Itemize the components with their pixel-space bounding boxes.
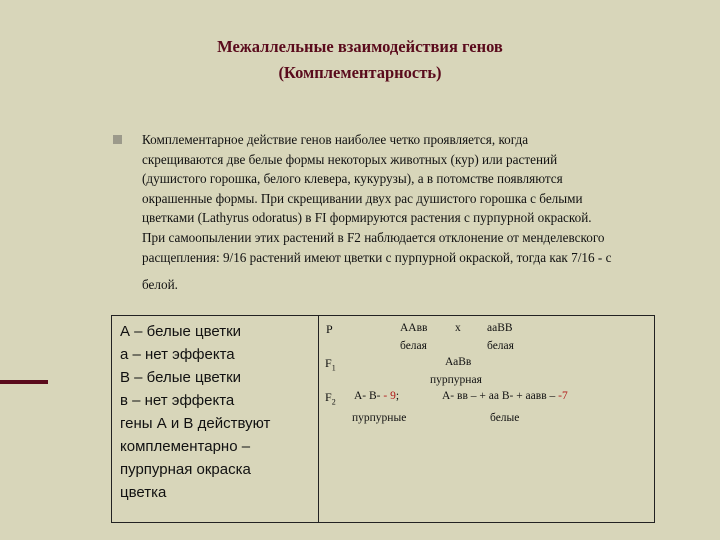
p-parent-1-genotype: ААвв: [400, 322, 428, 334]
slide-title: [0, 34, 720, 86]
paragraph-line: (душистого горошка, белого клевера, кукурузы), а в потомстве появляются: [142, 171, 563, 187]
paragraph-line: скрещиваются две белые формы некоторых животных (кур) или растений: [142, 151, 558, 167]
paragraph-tail: белой.: [142, 277, 178, 292]
legend-line: пурпурная окраска: [120, 461, 251, 478]
legend-line: цветка: [120, 484, 167, 501]
f2-white-label: белые: [490, 412, 520, 424]
f1-generation-label: $F_1$: [325, 356, 336, 373]
legend-line: гены А и В действуют: [120, 415, 271, 432]
legend-line: а – нет эффекта: [120, 346, 235, 363]
allele-legend: [120, 320, 316, 504]
cross-scheme-table: [111, 315, 655, 523]
title-line-1: Межаллельные взаимодействия генов: [217, 37, 503, 56]
paragraph-line: расщепления: 9/16 растений имеют цветки с пурпурной окраской, тогда как 7/16 - с: [142, 249, 612, 265]
legend-line: комплементарно –: [120, 438, 251, 455]
paragraph-line: окрашенные формы. При скрещивании двух рас душистого горошка с белыми: [142, 190, 583, 206]
f2-purple-ratio: - 9: [383, 390, 396, 402]
legend-line: в – нет эффекта: [120, 392, 235, 409]
f2-white-ratio: -7: [558, 390, 568, 402]
bullet-square-icon: [113, 135, 122, 144]
f1-color: пурпурная: [430, 374, 482, 386]
paragraph-line: Комплементарное действие генов наиболее четко проявляется, когда: [142, 132, 529, 147]
f2-generation-label: $F_2$: [325, 390, 336, 407]
paragraph-line: цветками (Lathyrus odoratus) в FI формируются растения с пурпурной окраской.: [142, 210, 592, 226]
p-parent-2-genotype: ааВВ: [487, 322, 513, 334]
f1-genotype: АаВв: [445, 356, 472, 368]
accent-bar: [0, 380, 48, 384]
legend-line: В – белые цветки: [120, 369, 242, 386]
p-generation-label: Р: [326, 322, 333, 336]
f2-purple-label: пурпурные: [352, 412, 407, 424]
paragraph-line: При самоопылении этих растений в F2 наблюдается отклонение от менделевского: [142, 229, 605, 245]
p-parent-1-color: белая: [400, 340, 427, 352]
title-line-2: (Комплементарность): [278, 63, 442, 82]
bullet-paragraph: [142, 130, 712, 267]
f2-white-genotypes: А- вв – + аа В- + аавв – -7: [442, 390, 568, 402]
table-divider: [318, 316, 319, 522]
cross-symbol: х: [455, 322, 461, 334]
legend-line: А – белые цветки: [120, 323, 242, 340]
p-parent-2-color: белая: [487, 340, 514, 352]
f2-purple-genotypes: А- В- - 9;: [354, 390, 400, 402]
